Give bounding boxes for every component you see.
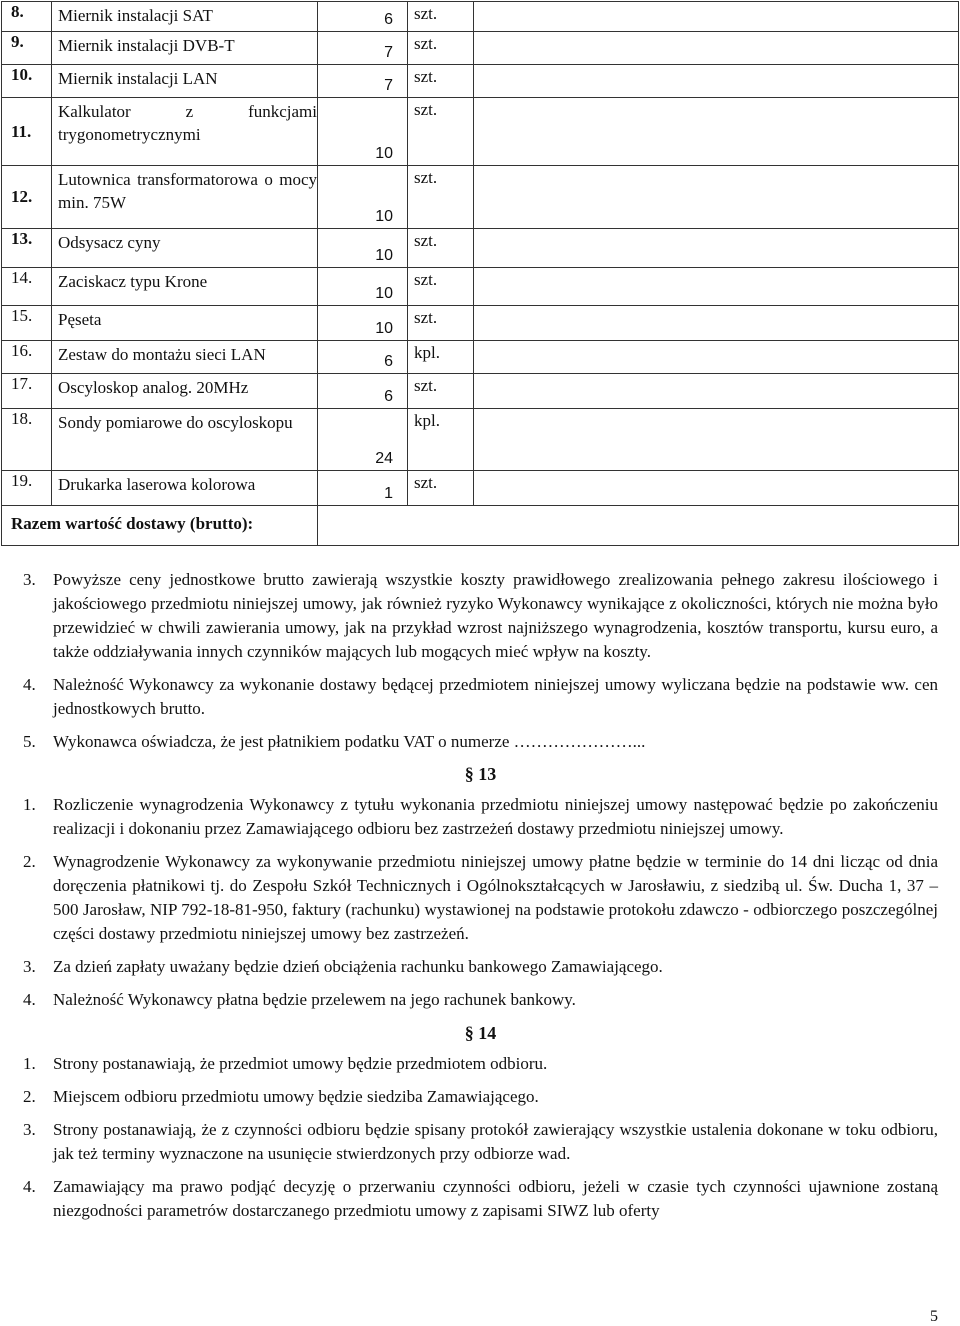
item-unit: szt.: [408, 32, 474, 65]
row-number: 9.: [2, 32, 52, 65]
item-quantity: 24: [318, 409, 408, 471]
items-table: [1, 1, 959, 546]
row-number: 8.: [2, 2, 52, 32]
table-row: [2, 268, 959, 306]
table-row: [2, 409, 959, 471]
item-name: Zestaw do montażu sieci LAN: [52, 341, 318, 374]
row-number: 14.: [2, 268, 52, 306]
item-quantity: 10: [318, 98, 408, 166]
table-row: [2, 374, 959, 409]
item-quantity: 10: [318, 166, 408, 229]
table-row: [2, 32, 959, 65]
item-unit: szt.: [408, 166, 474, 229]
total-label: Razem wartość dostawy (brutto):: [2, 506, 318, 546]
paragraph: 3. Za dzień zapłaty uważany będzie dzień obciążenia rachunku bankowego Zamawiającego.: [23, 957, 663, 976]
item-unit: szt.: [408, 229, 474, 268]
item-quantity: 6: [318, 2, 408, 32]
item-name: Sondy pomiarowe do oscyloskopu: [52, 409, 318, 471]
item-name: Odsysacz cyny: [52, 229, 318, 268]
item-name: Miernik instalacji DVB-T: [52, 32, 318, 65]
section-heading-14: § 14: [464, 1023, 497, 1043]
total-value-cell: [318, 506, 959, 546]
item-unit: szt.: [408, 306, 474, 341]
row-number: 19.: [2, 471, 52, 506]
item-unit: szt.: [408, 65, 474, 98]
table-row: [2, 166, 959, 229]
table-row: [2, 229, 959, 268]
section-heading-13: § 13: [464, 764, 497, 784]
item-name: Oscyloskop analog. 20MHz: [52, 374, 318, 409]
paragraph: 4. Zamawiający ma prawo podjąć decyzję o przerwaniu czynności odbioru, jeżeli w czasie tych czynności ujawnione zostaną niezgodności parametrów dostarczanego przedmiotu umowy z zapisami SIWZ lub oferty: [23, 1177, 938, 1220]
item-name: Lutownica transformatorowa o mocy min. 75W: [52, 166, 318, 229]
item-quantity: 7: [318, 65, 408, 98]
row-number: 18.: [2, 409, 52, 471]
table-row: [2, 2, 959, 32]
item-name: Drukarka laserowa kolorowa: [52, 471, 318, 506]
item-quantity: 10: [318, 268, 408, 306]
section-12-continued: [23, 568, 938, 1223]
item-name: Pęseta: [52, 306, 318, 341]
paragraph: 5. Wykonawca oświadcza, że jest płatnikiem podatku VAT o numerze …………………...: [23, 732, 646, 751]
row-number: 12.: [2, 166, 52, 229]
paragraph: 4. Należność Wykonawcy płatna będzie przelewem na jego rachunek bankowy.: [23, 990, 576, 1009]
row-number: 11.: [2, 98, 52, 166]
row-number: 13.: [2, 229, 52, 268]
table-row: [2, 341, 959, 374]
item-name: Miernik instalacji LAN: [52, 65, 318, 98]
row-number: 16.: [2, 341, 52, 374]
paragraph: 1. Strony postanawiają, że przedmiot umowy będzie przedmiotem odbioru.: [23, 1054, 548, 1073]
table-row: [2, 306, 959, 341]
table-row: [2, 65, 959, 98]
item-quantity: 6: [318, 341, 408, 374]
total-row: [2, 506, 959, 546]
paragraph: 1. Rozliczenie wynagrodzenia Wykonawcy z tytułu wykonania przedmiotu niniejszej umowy następować będzie po zakończeniu realizacji i dokonaniu przez Zamawiającego odbioru bez zastrzeżeń dostawy przedmiotu niniejszej umowy.: [23, 795, 938, 838]
item-quantity: 1: [318, 471, 408, 506]
item-quantity: 7: [318, 32, 408, 65]
item-name: Kalkulator z funkcjami trygonometrycznymi: [52, 98, 318, 166]
item-quantity: 10: [318, 229, 408, 268]
item-unit: szt.: [408, 98, 474, 166]
paragraph: 3. Powyższe ceny jednostkowe brutto zawierają wszystkie koszty prawidłowego zrealizowania pełnego zakresu ilościowego i jakościowego przedmiotu niniejszej umowy, jak również ryzyko Wykonawcy wynikające z okoliczności, których nie można było przewidzieć w chwili zawierania umowy, jak na przykład wzrost najniższego wynagrodzenia, kosztów transportu, kursu euro, a także oddziaływania innych czynników mających lub mogących mieć wpływ na koszty.: [23, 570, 938, 661]
paragraph: 4. Należność Wykonawcy za wykonanie dostawy będącej przedmiotem niniejszej umowy wyliczana będzie na podstawie ww. cen jednostkowych brutto.: [23, 675, 938, 718]
row-number: 15.: [2, 306, 52, 341]
paragraph: 2. Wynagrodzenie Wykonawcy za wykonywanie przedmiotu niniejszej umowy płatne będzie w terminie do 14 dni licząc od dnia doręczenia płatnikowi tj. do Zespołu Szkół Technicznych i Ogólnokształcących w Jarosławiu, z siedzibą ul. Św. Ducha 1, 37 – 500 Jarosław, NIP 792-18-81-950, faktury (rachunku) wystawionej na podstawie protokołu zdawczo - odbiorczego poszczególnej części dostawy przedmiotu niniejszej umowy bez zastrzeżeń.: [23, 852, 938, 943]
item-name: Miernik instalacji SAT: [52, 2, 318, 32]
item-unit: szt.: [408, 374, 474, 409]
item-unit: szt.: [408, 268, 474, 306]
table-row: [2, 98, 959, 166]
item-unit: szt.: [408, 471, 474, 506]
item-unit: kpl.: [408, 341, 474, 374]
table-row: [2, 471, 959, 506]
item-unit: szt.: [408, 2, 474, 32]
row-number: 10.: [2, 65, 52, 98]
item-quantity: 6: [318, 374, 408, 409]
item-unit: kpl.: [408, 409, 474, 471]
item-name: Zaciskacz typu Krone: [52, 268, 318, 306]
row-number: 17.: [2, 374, 52, 409]
paragraph: 3. Strony postanawiają, że z czynności odbioru będzie spisany protokół zawierający wszystkie ustalenia dokonane w toku odbioru, jak też terminy wyznaczone na usunięcie stwierdzonych przy odbiorze wad.: [23, 1120, 938, 1163]
page-number: 5: [930, 1308, 938, 1325]
item-quantity: 10: [318, 306, 408, 341]
paragraph: 2. Miejscem odbioru przedmiotu umowy będzie siedziba Zamawiającego.: [23, 1087, 539, 1106]
